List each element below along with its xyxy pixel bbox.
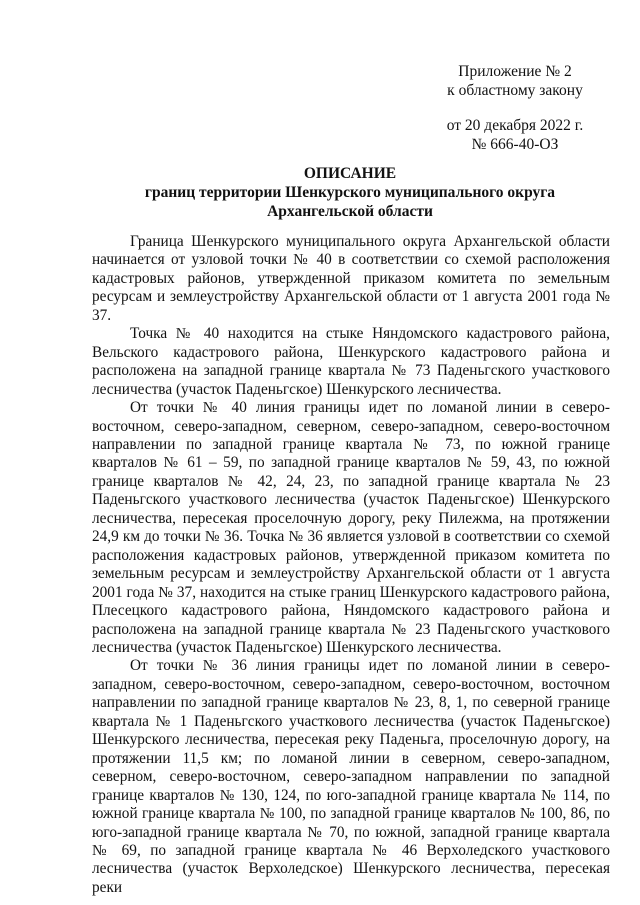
law-date: от 20 декабря 2022 г. [446, 117, 584, 134]
paragraph-4: От точки № 36 линия границы идет по ломаной линии в северо-западном, северо-восточном, северо-западном, северо-восточном, восточном направлении по западной границе кварталов № 23, 8, 1, по северной границе квартала № 1 Паденьгского участкового лесничества (участок Паденьгское) Шенкурского лесничества, пересекая реку Паденьга, проселочную дорогу, на протяжении 11,5 км; по ломаной линии в северном, северо-западном, северном, северо-восточном, северо-западном направлении по западной границе кварталов № 130, 124, по юго-западной границе квартала № 114, по южной границе квартала № 100, по западной границе кварталов № 100, 86, по юго-западной границе квартала № 70, по южной, западной границе квартала № 69, по западной границе квартала № 46 Верхоледского участкового лесничества (участок Верхоледское) Шенкурского лесничества, пересекая реки [92, 657, 610, 896]
title-line-3: Архангельской области [267, 203, 433, 220]
document-body [92, 233, 610, 897]
paragraph-2: Точка № 40 находится на стыке Няндомского кадастрового района, Вельского кадастрового района, Шенкурского кадастрового района и расположена на западной границе квартала № 73 Паденьгского участкового лесничества (участок Паденьгское) Шенкурского лесничества. [92, 325, 610, 398]
paragraph-3: От точки № 40 линия границы идет по ломаной линии в северо-восточном, северо-западном, северном, северо-западном, северо-восточном направлении по западной границе квартала № 73, по южной границе кварталов № 61 – 59, по западной границе кварталов № 59, 43, по южной границе кварталов № 42, 24, 23, по западной границе квартала № 23 Паденьгского участкового лесничества (участок Паденьгское) Шенкурского лесничества, пересекая проселочную дорогу, реку Пилежма, на протяжении 24,9 км до точки № 36. Точка № 36 является узловой в соответствии со схемой расположения кадастровых районов, утвержденной приказом комитета по земельным ресурсам и землеустройству Архангельской области от 1 августа 2001 года № 37, находится на стыке границ Шенкурского кадастрового района, Плесецкого кадастрового района, Няндомского кадастрового района и расположена на западной границе квартала № 23 Паденьгского участкового лесничества (участок Паденьгское) Шенкурского лесничества. [92, 399, 610, 656]
law-date-number [430, 116, 600, 154]
law-number: № 666-40-ОЗ [471, 136, 559, 153]
document-title [60, 164, 640, 221]
title-line-1: ОПИСАНИЕ [303, 165, 397, 182]
paragraph-1: Граница Шенкурского муниципального округа Архангельской области начинается от узловой точки № 40 в соответствии со схемой расположения кадастровых районов, утвержденной приказом комитета по земельным ресурсам и землеустройству Архангельской области от 1 августа 2001 года № 37. [92, 233, 610, 324]
appendix-number: Приложение № 2 [458, 63, 572, 80]
appendix-to-law: к областному закону [447, 82, 583, 99]
title-line-2: границ территории Шенкурского муниципального округа [144, 184, 556, 201]
